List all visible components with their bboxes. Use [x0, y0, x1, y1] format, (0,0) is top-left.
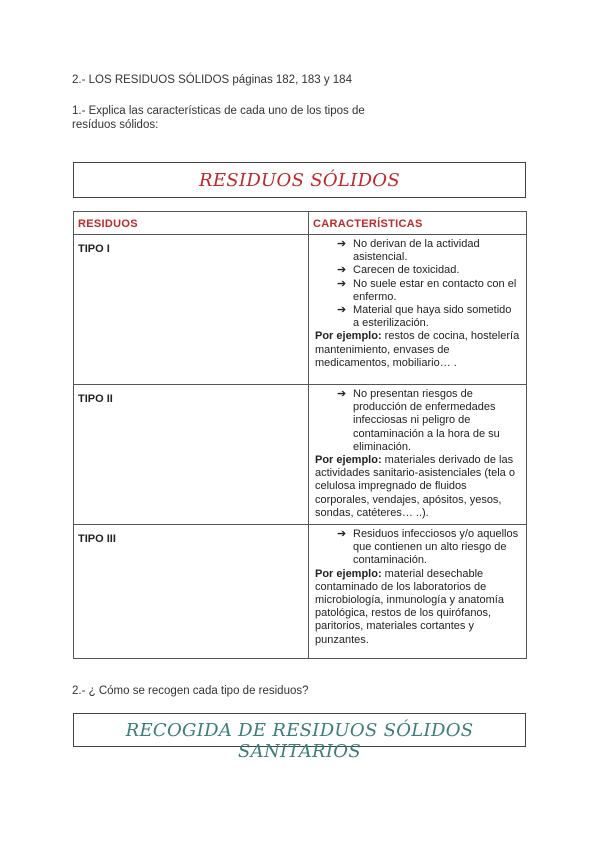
residuos-table: [73, 211, 527, 659]
table-row: [74, 235, 527, 385]
arrow-icon: ➔: [337, 238, 347, 250]
list-item: ➔ Carecen de toxicidad.: [337, 264, 460, 277]
list-item: ➔ No presentan riesgos de producción de enfermedades infecciosas ni peligro de contaminación a la hora de su eliminación.: [337, 388, 500, 453]
list-item: ➔ No suele estar en contacto con el enfermo.: [337, 277, 517, 303]
title-box-recogida-text: RECOGIDA DE RESIDUOS SÓLIDOS SANITARIOS: [125, 720, 474, 762]
bullet-list: [315, 388, 520, 454]
row-type: TIPO III: [74, 525, 309, 659]
arrow-icon: ➔: [337, 388, 347, 400]
table-row: [74, 385, 527, 525]
list-item: ➔ Material que haya sido sometido a esterilización.: [337, 304, 512, 330]
arrow-icon: ➔: [337, 277, 347, 290]
title-box-recogida: [73, 713, 526, 762]
question-2: 2.- ¿ Cómo se recogen cada tipo de residuos?: [72, 685, 309, 697]
row-type: TIPO I: [74, 235, 309, 385]
arrow-icon: ➔: [337, 264, 347, 277]
row-type: TIPO II: [74, 385, 309, 525]
title-box-residuos: [73, 162, 526, 198]
list-item: ➔ Residuos infecciosos y/o aquellos que contienen un alto riesgo de contaminación.: [337, 528, 519, 567]
bullet-list: [315, 238, 520, 330]
table-header-row: [74, 212, 527, 235]
section-title: 2.- LOS RESIDUOS SÓLIDOS páginas 182, 183 y 184: [72, 74, 352, 86]
example-text: Por ejemplo: materiales derivado de las actividades sanitario-asistenciales (tela o celulosa impregnado de fluidos corporales, vendajes, apósitos, yesos, sondas, catéteres… ..).: [315, 454, 515, 519]
bullet-list: [315, 528, 520, 568]
arrow-icon: ➔: [337, 304, 347, 317]
row-characteristics: [309, 235, 527, 385]
header-residuos: RESIDUOS: [74, 212, 309, 235]
arrow-icon: ➔: [337, 528, 347, 541]
table-row: [74, 525, 527, 659]
row-characteristics: [309, 385, 527, 525]
row-characteristics: [309, 525, 527, 659]
example-text: Por ejemplo: material desechable contaminado de los laboratorios de microbiología, inmunología y anatomía patológica, restos de los quirófanos, paritorios, materiales cortantes y punzantes.: [315, 567, 504, 646]
question-1: 1.- Explica las características de cada uno de los tipos de resíduos sólidos:: [72, 105, 365, 131]
example-text: Por ejemplo: restos de cocina, hostelería mantenimiento, envases de medicamentos, mobiliario… .: [315, 330, 520, 369]
list-item: ➔ No derivan de la actividad asistencial.: [337, 238, 480, 264]
title-box-residuos-text: RESIDUOS SÓLIDOS: [198, 170, 400, 191]
header-caracteristicas: CARACTERÍSTICAS: [309, 212, 527, 235]
